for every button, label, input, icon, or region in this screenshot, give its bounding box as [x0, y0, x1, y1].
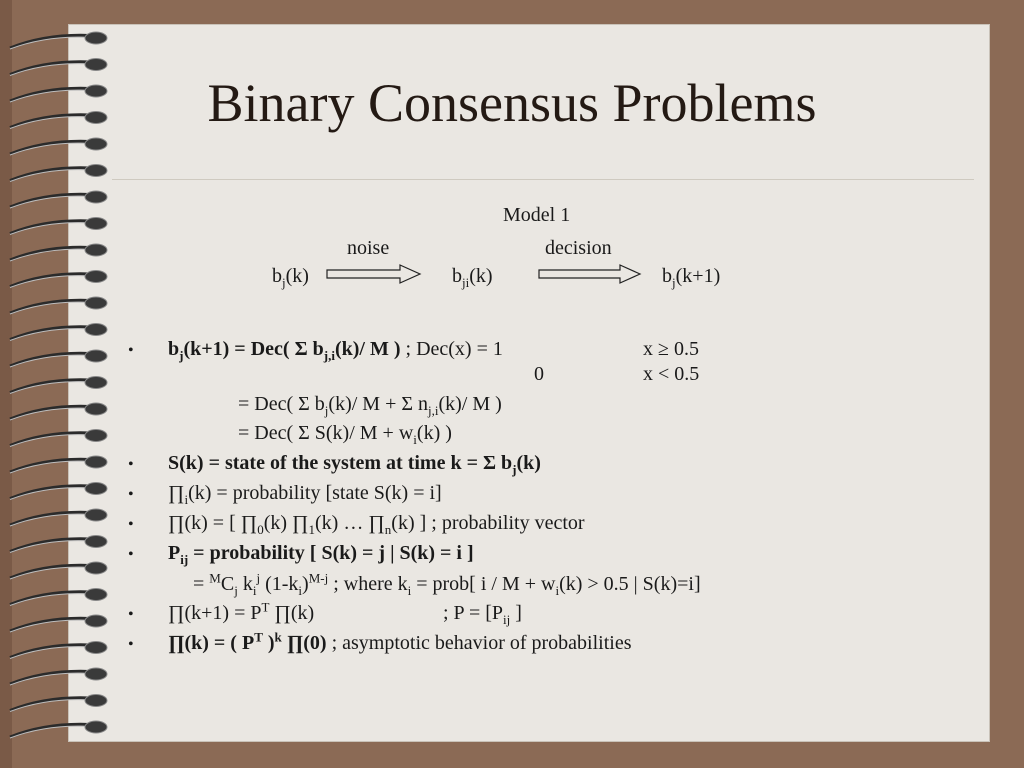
spiral-ring-hole: [85, 297, 107, 309]
slide-title: Binary Consensus Problems: [207, 73, 817, 133]
title-divider: [112, 179, 974, 180]
line-5: $\prod_i(k)$ = probability [state S(k) = i]: [168, 482, 442, 507]
spiral-ring-hole: [85, 430, 107, 442]
spiral-ring-hole: [85, 218, 107, 230]
bullet-icon: •: [128, 606, 134, 623]
noise-label: noise: [347, 237, 390, 259]
spiral-ring-hole: [85, 271, 107, 283]
bullet-icon: •: [128, 516, 134, 533]
node-bj-next: $b_j(k+1)$: [662, 265, 721, 290]
spiral-ring-hole: [85, 32, 107, 44]
line-7: $P_{ij}$ = probability [ S(k) = j | S(k) = i ]: [168, 542, 474, 567]
spiral-ring-hole: [85, 668, 107, 680]
line-9: ∏(k+1) = $P^T$ ∏(k): [168, 599, 315, 624]
line-9-definition: ; $P = [P_{ij}$ ]: [443, 602, 522, 627]
decision-arrow-icon: [538, 264, 642, 284]
spiral-ring-hole: [85, 191, 107, 203]
spiral-ring-hole: [85, 350, 107, 362]
spiral-ring-hole: [85, 615, 107, 627]
bullet-icon: •: [128, 546, 134, 563]
spiral-ring-hole: [85, 403, 107, 415]
line-1b-zero: 0: [534, 363, 544, 385]
line-1-condition: x ≥ 0.5: [643, 338, 699, 360]
spiral-ring-hole: [85, 59, 107, 71]
spiral-ring-hole: [85, 138, 107, 150]
node-bji: $b_{ji}(k)$: [452, 265, 493, 290]
spiral-ring-hole: [85, 509, 107, 521]
spiral-ring-hole: [85, 695, 107, 707]
line-2: = Dec( Σ $b_j(k)/$ M + Σ $n_{j,i}(k)/$ M ): [238, 393, 502, 418]
spiral-ring-hole: [85, 324, 107, 336]
bullet-icon: •: [128, 342, 134, 359]
model-label: Model 1: [503, 204, 571, 226]
decision-label: decision: [545, 237, 612, 259]
line-1b-condition: x < 0.5: [643, 363, 700, 385]
line-6: ∏(k) = [ $\prod_0(k)$ $\prod_1(k)$ … $\prod_n(k)$ ] ; probability vector: [168, 512, 585, 537]
spiral-ring-hole: [85, 642, 107, 654]
bullet-icon: •: [128, 636, 134, 653]
noise-arrow-icon: [326, 264, 422, 284]
node-bj: $b_j(k)$: [272, 265, 309, 290]
line-4: S(k) = state of the system at time k = Σ $b_j(k)$: [168, 452, 541, 477]
spiral-ring-hole: [85, 589, 107, 601]
bullet-icon: •: [128, 486, 134, 503]
line-10: ∏(k) = ( $P^T$ )$^k$ ∏(0) ; asymptotic behavior of probabilities: [168, 629, 632, 654]
spiral-ring-hole: [85, 165, 107, 177]
spiral-ring-hole: [85, 244, 107, 256]
spiral-ring-hole: [85, 536, 107, 548]
spiral-ring-hole: [85, 377, 107, 389]
spiral-ring-hole: [85, 483, 107, 495]
line-1: $b_j(k+1) = Dec$( Σ $b_{j,i}(k)/$ M ) ; Dec(x) = 1: [168, 338, 503, 363]
spiral-ring-hole: [85, 721, 107, 733]
spiral-ring-hole: [85, 562, 107, 574]
bullet-icon: •: [128, 456, 134, 473]
spiral-ring-hole: [85, 456, 107, 468]
line-3: = Dec( Σ S(k)/ $M + w_i(k)$ ): [238, 422, 452, 447]
line-8: = $^MC_j$ $k_i^j$ $(1-k_i)^{M-j}$ ; where $k_i$ = prob[ $i / M + w_i(k) > 0.5$ | S(k)=i]: [193, 570, 701, 598]
